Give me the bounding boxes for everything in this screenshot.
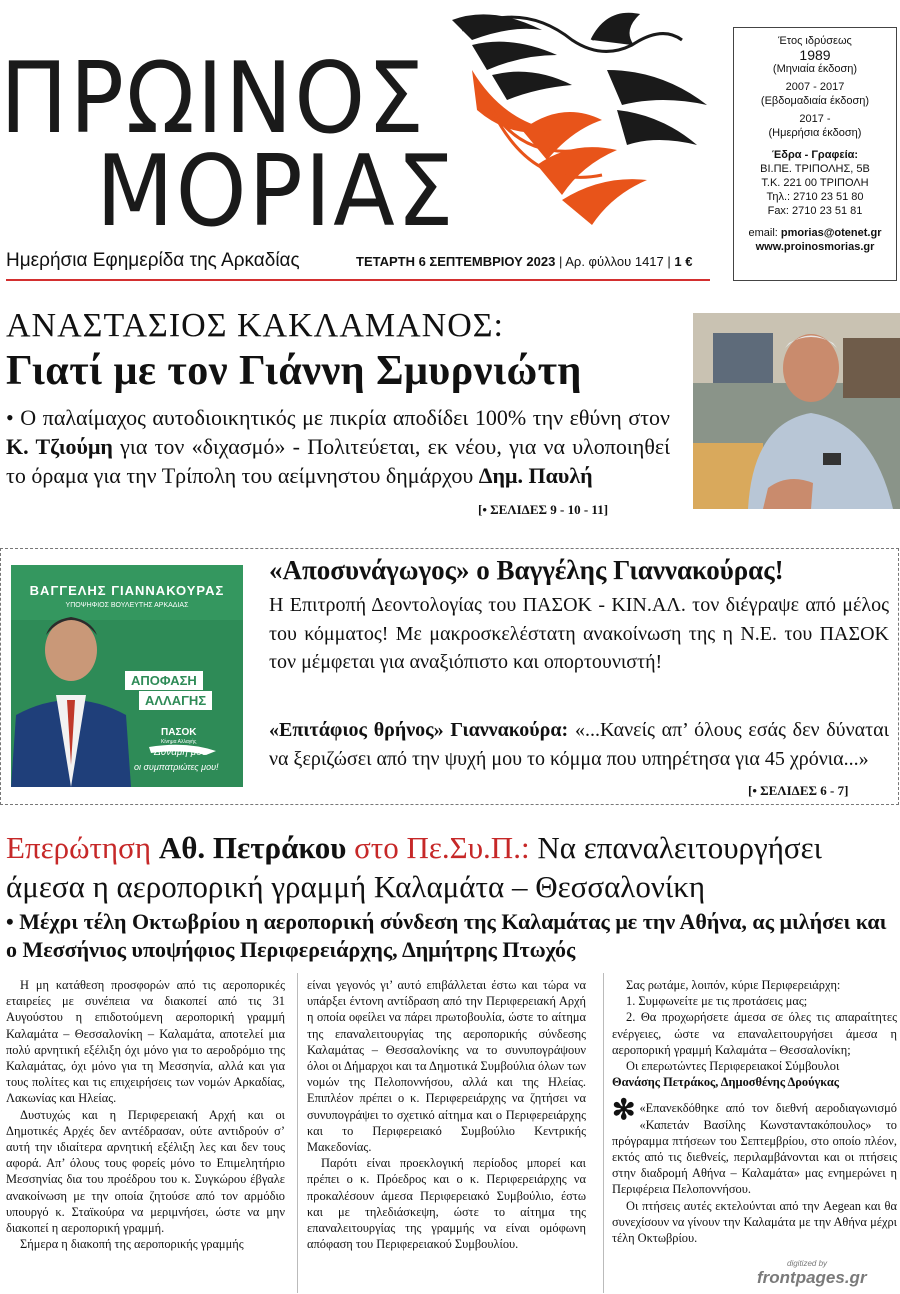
dove-icon <box>432 0 712 230</box>
edition-monthly: (Μηνιαία έκδοση) <box>772 63 858 75</box>
issue-dateline <box>356 254 692 269</box>
poster-motto2: οι συμπατριώτες μου! <box>134 762 219 772</box>
newspaper-title-line2: ΜΟΡΙΑΣ <box>96 135 456 249</box>
story3-deck-a: • Μέχρι τέλη Οκτωβρίου η αεροπορική σύνδεση της Καλαμάτας με την Αθήνα, ας μιλήσει και ο Μεσσήνιος υποψήφιος Περιφερειάρχης, <box>6 909 887 962</box>
story2-headline[interactable]: «Αποσυνάγωγος» ο Βαγγέλης Γιαννακούρας! <box>269 555 784 585</box>
story3-headline[interactable] <box>6 828 896 906</box>
newspaper-title-line1: ΠΡΩΙΝΟΣ <box>0 42 426 156</box>
story1-kicker: ΑΝΑΣΤΑΣΙΟΣ ΚΑΚΛΑΜΑΝΟΣ: <box>6 307 504 344</box>
story1-headline[interactable]: Γιατί με τον Γιάννη Σμυρνιώτη <box>6 348 582 394</box>
story2-page-ref: [• ΣΕΛΙΔΕΣ 6 - 7] <box>748 783 849 798</box>
phone: Τηλ.: 2710 23 51 80 <box>766 191 864 203</box>
story2-quote <box>269 716 889 773</box>
watermark-text: frontpages.gr <box>757 1268 867 1287</box>
story2-quote-text: «...Κανείς απ’ όλους εσάς δεν δύναται να ξεριζώσει από την ψυχή μου το κόμμα που υπηρέτησα για 45 χρόνια...» <box>269 719 889 770</box>
asterisk-icon: ✻ <box>612 1095 636 1127</box>
watermark-small: digitized by <box>787 1259 828 1268</box>
publisher-infobox <box>733 27 897 281</box>
story3-column1 <box>6 977 285 1252</box>
paragraph: Οι επερωτώντες Περιφερειακοί Σύμβουλοι <box>626 1059 840 1074</box>
story3-head-a: Επερώτηση <box>6 830 159 865</box>
issue-date: ΤΕΤΑΡΤΗ 6 ΣΕΠΤΕΜΒΡΙΟΥ 2023 <box>356 254 556 269</box>
edition-weekly: (Εβδομαδιαία έκδοση) <box>760 95 870 107</box>
hq-label: Έδρα - Γραφεία: <box>771 149 859 161</box>
story1-deck <box>6 403 670 490</box>
email-link[interactable]: pmorias@otenet.gr <box>780 227 882 239</box>
paragraph: «Επανεκδόθηκε από τον διεθνή αεροδιαγωνισμό «Καπετάν Βασίλης Κωνσταντακόπουλος» το πρόγραμμα πτήσεων του Σεπτεμβρίου, στο οποίο πλέον, εκτός από τις διεθνείς, περιλαμβάνονται και οι πτήσεις στην διαδρομή Αθήνα – Καλαμάτα» μας ενημερώνει η Περιφέρεια Πελοποννήσου. <box>612 1101 897 1197</box>
newspaper-tagline: Ημερήσια Εφημερίδα της Αρκαδίας <box>6 250 300 271</box>
paragraph: Η μη κατάθεση προσφορών από τις αεροπορικές εταιρείες με συνέπεια να διακοπεί από τις 31 Αυγούστου η επιδοτούμενη αεροπορική γραμμή Καλαμάτα – Θεσσαλονίκη – Καλαμάτα, αποτελεί μια πολύ αρνητική εξέλιξη όχι μόνο για το αεροδρόμιο της Καλαμάτας, όχι μόνο για τη Μεσσηνία, αλλά και για τους πολίτες και τις επιχειρήσεις των νομών Αρκαδίας, Λακωνίας και Ηλείας. <box>6 978 285 1106</box>
story3-head-d: Να επαναλειτουργήσει άμεσα η αεροπορική γραμμή Καλαμάτα – Θεσσαλονίκη <box>6 830 823 904</box>
email-label: email: <box>748 227 778 239</box>
story3-head-c: στο Πε.Συ.Π.: <box>346 830 538 865</box>
address-line2: Τ.Κ. 221 00 ΤΡΙΠΟΛΗ <box>761 177 869 189</box>
campaign-poster <box>11 565 243 787</box>
issue-number: | Αρ. φύλλου 1417 | <box>558 254 671 269</box>
fax: Fax: 2710 23 51 81 <box>767 205 863 217</box>
paragraph: Σας ρωτάμε, λοιπόν, κύριε Περιφερειάρχη: <box>626 978 841 992</box>
paragraph: 2. Θα προχωρήσετε άμεσα σε όλες τις απαραίτητες ενέργειες, ώστε να επαναλειτουργήσει άμεσα η αεροπορική γραμμή Καλαμάτα – Θεσσαλονίκη; <box>612 1010 897 1057</box>
story3-deck-name: Δημήτρης Πτωχός <box>401 937 576 962</box>
period-daily: 2017 - <box>799 113 831 125</box>
column-rule <box>603 973 604 1293</box>
story2-quote-label: «Επιτάφιος θρήνος» Γιαννακούρα: <box>269 719 569 741</box>
issue-price: 1 € <box>674 254 693 269</box>
poster-slogan2: ΑΛΛΑΓΗΣ <box>139 691 212 710</box>
paragraph: Σήμερα η διακοπή της αεροπορικής γραμμής <box>20 1237 244 1252</box>
story1-deck-c: για τον «διχασμό» - Πολιτεύεται, εκ νέου, για να υλοποιηθεί το όραμα για την Τρίπολη του αείμνηστου δημάρχου <box>6 434 671 488</box>
founded-year: 1989 <box>799 47 831 63</box>
paragraph: Δυστυχώς και η Περιφερειακή Αρχή και οι Δημοτικές Αρχές δεν αντέδρασαν, ούτε αντιδρούν σ’ αυτή την ιδιαίτερα αρνητική εξέλιξη λες και δεν τους αφορά. Απ’ όλους τους φορείς μόνο το Επιμελητήριο Μεσσηνίας δια του προέδρου του κ. Συγκώρου έβγαλε ανακοίνωση με την οποία ζητούσε από τον αρμόδιο υπουργό κ. Σταϊκούρα να μεριμνήσει, ώστε να μην διακοπεί η αεροπορική γραμμή. <box>6 1107 285 1236</box>
poster-slogan1: ΑΠΟΦΑΣΗ <box>125 671 203 690</box>
story3-deck <box>6 908 896 964</box>
story3-head-name: Αθ. Πετράκου <box>158 830 347 865</box>
website-link[interactable]: www.proinosmorias.gr <box>755 241 875 253</box>
poster-name: ΒΑΓΓΕΛΗΣ ΓΙΑΝΝΑΚΟΥΡΑΣ <box>29 583 225 598</box>
signers: Θανάσης Πετράκος, Δημοσθένης Δρούγκας <box>612 1075 839 1090</box>
story1-page-ref: [• ΣΕΛΙΔΕΣ 9 - 10 - 11] <box>478 502 609 517</box>
edition-daily: (Ημερήσια έκδοση) <box>768 127 862 139</box>
poster-party-sub: Κίνημα Αλλαγής <box>161 739 197 745</box>
column-rule <box>297 973 298 1293</box>
story3-column2 <box>307 977 586 1252</box>
address-line1: ΒΙ.ΠΕ. ΤΡΙΠΟΛΗΣ, 5Β <box>760 163 870 175</box>
paragraph: 1. Συμφωνείτε με τις προτάσεις μας; <box>626 994 808 1009</box>
masthead-divider <box>6 279 710 281</box>
poster-role: ΥΠΟΨΗΦΙΟΣ ΒΟΥΛΕΥΤΗΣ ΑΡΚΑΔΙΑΣ <box>65 602 189 609</box>
watermark <box>757 1259 867 1288</box>
poster-party: ΠΑΣΟΚ <box>161 727 197 738</box>
story1-photo <box>693 313 900 509</box>
poster-motto1: Δύναμη μου <box>154 747 208 758</box>
story3-column3 <box>612 977 897 1246</box>
paragraph: Παρότι είναι προεκλογική περίοδος μπορεί και πρέπει ο κ. Πρόεδρος και ο κ. Περιφερειάρχης να προκαλέσουν άμεσα Περιφερειακό Συμβούλιο, έστω και με τηλεδιάσκεψη, ώστε το αίτημα της επαναλειτουργίας της γραμμής να είναι ομόφωνη απόφαση του Περιφερειακού Συμβουλίου. <box>307 1156 586 1252</box>
founded-label: Έτος ιδρύσεως <box>778 35 852 47</box>
paragraph: Οι πτήσεις αυτές εκτελούνται από την Aegean και θα συνεχίσουν να γίνουν την Καλαμάτα με την Αθήνα μέχρι τέλη Οκτωβρίου. <box>612 1198 897 1246</box>
period-weekly: 2007 - 2017 <box>785 81 845 93</box>
story1-deck-a: • Ο παλαίμαχος αυτοδιοικητικός με πικρία αποδίδει 100% την εθύνη στον <box>6 405 670 430</box>
story1-deck-name2: Δημ. Παυλή <box>478 463 593 488</box>
story1-deck-name1: Κ. Τζιούμη <box>6 434 113 459</box>
paragraph: είναι γεγονός γι’ αυτό επιβάλλεται έστω και τώρα να υπάρξει έντονη αντίδραση από την Περιφερειακή Αρχή η οποία οφείλει να πάρει πρωτοβουλία, ώστε το αίτημα της επαναλειτουργίας της αεροπορικής σύνδεσης Καλαμάτας – Θεσσαλονίκης να το συνυπογράψουν όλοι οι Δήμαρχοι και τα Δημοτικά Συμβούλια όλων των νομών της Πελοποννήσου, αλλά και της Ηλείας. Επιπλέον πρέπει ο κ. Περιφερειάρχης να ζητήσει να συνυπογράψει το σχετικό αίτημα και ο Περιφερειάρχης και το Περιφερειακό Συμβούλιο Κεντρικής Μακεδονίας. <box>307 978 586 1155</box>
story2-body: Η Επιτροπή Δεοντολογίας του ΠΑΣΟΚ - ΚΙΝ.ΑΛ. τον διέγραψε από μέλος του κόμματος! Με μακροσκελέστατη ανακοίνωση της η Ν.Ε. του ΠΑΣΟΚ τον μέμφεται για αναξιόπιστο και οπορτουνιστή! <box>269 594 889 673</box>
